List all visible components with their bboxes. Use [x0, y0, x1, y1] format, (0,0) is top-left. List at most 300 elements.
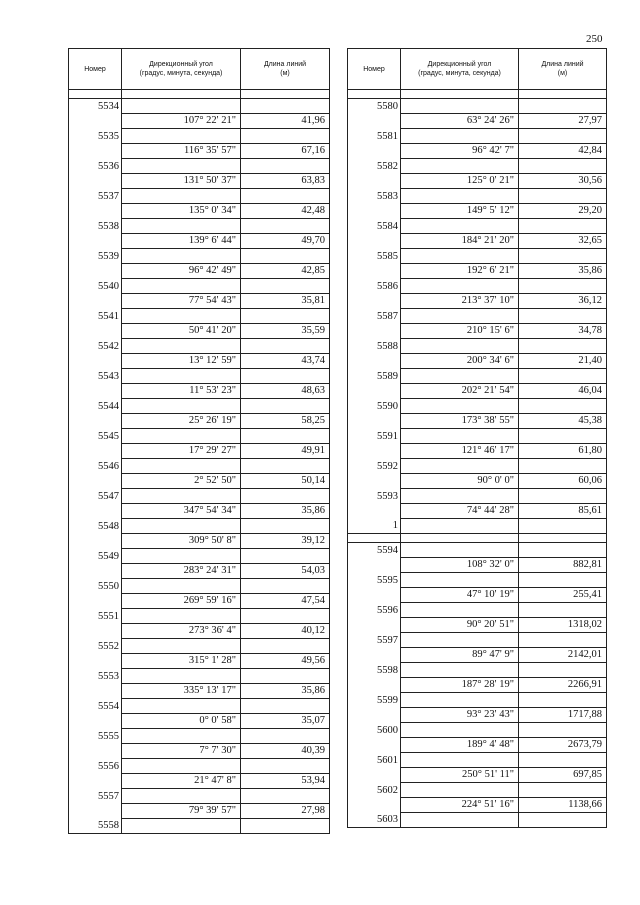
segment-row — [348, 384, 607, 399]
empty-cell — [401, 309, 519, 324]
line-length: 27,98 — [241, 804, 330, 819]
point-row — [69, 669, 330, 684]
line-length: 50,14 — [241, 474, 330, 489]
point-number: 5558 — [69, 819, 122, 834]
point-number: 5589 — [348, 369, 401, 384]
direction-angle: 139° 6' 44" — [122, 234, 241, 249]
empty-cell — [122, 189, 241, 204]
segment-row — [348, 558, 607, 573]
segment-row — [69, 714, 330, 729]
empty-cell — [241, 669, 330, 684]
direction-angle: 135° 0' 34" — [122, 204, 241, 219]
point-number: 5590 — [348, 399, 401, 414]
point-row — [348, 489, 607, 504]
empty-cell — [519, 573, 607, 588]
direction-angle: 108° 32' 0" — [401, 558, 519, 573]
empty-cell — [401, 99, 519, 114]
point-spacer — [348, 504, 401, 519]
empty-cell — [519, 543, 607, 558]
point-spacer — [348, 444, 401, 459]
point-number: 5593 — [348, 489, 401, 504]
point-row — [348, 99, 607, 114]
empty-cell — [122, 789, 241, 804]
segment-row — [348, 738, 607, 753]
empty-cell — [401, 489, 519, 504]
point-row — [69, 609, 330, 624]
empty-cell — [519, 399, 607, 414]
point-row — [69, 759, 330, 774]
coordinate-table-left — [68, 48, 330, 834]
empty-cell — [241, 369, 330, 384]
line-length: 2266,91 — [519, 678, 607, 693]
point-row — [69, 99, 330, 114]
empty-cell — [241, 639, 330, 654]
point-spacer — [69, 534, 122, 549]
point-spacer — [69, 684, 122, 699]
point-number: 5553 — [69, 669, 122, 684]
point-spacer — [348, 294, 401, 309]
point-row — [69, 279, 330, 294]
segment-row — [348, 414, 607, 429]
line-length: 49,70 — [241, 234, 330, 249]
empty-cell — [519, 429, 607, 444]
point-spacer — [348, 204, 401, 219]
empty-cell — [401, 189, 519, 204]
point-row — [348, 219, 607, 234]
direction-angle: 89° 47' 9" — [401, 648, 519, 663]
point-number: 5541 — [69, 309, 122, 324]
empty-cell — [401, 663, 519, 678]
direction-angle: 93° 23' 43" — [401, 708, 519, 723]
line-length: 49,56 — [241, 654, 330, 669]
point-spacer — [348, 324, 401, 339]
point-row — [348, 813, 607, 828]
direction-angle: 7° 7' 30" — [122, 744, 241, 759]
direction-angle: 149° 5' 12" — [401, 204, 519, 219]
segment-row — [348, 678, 607, 693]
point-number: 5599 — [348, 693, 401, 708]
empty-cell — [122, 279, 241, 294]
point-spacer — [348, 678, 401, 693]
line-length: 42,84 — [519, 144, 607, 159]
point-spacer — [348, 384, 401, 399]
empty-cell — [241, 549, 330, 564]
line-length: 60,06 — [519, 474, 607, 489]
point-number: 5602 — [348, 783, 401, 798]
point-spacer — [69, 174, 122, 189]
point-spacer — [348, 114, 401, 129]
point-number: 5598 — [348, 663, 401, 678]
empty-cell — [122, 249, 241, 264]
point-number: 5580 — [348, 99, 401, 114]
direction-angle: 210° 15' 6" — [401, 324, 519, 339]
empty-cell — [519, 129, 607, 144]
direction-angle: 131° 50' 37" — [122, 174, 241, 189]
line-length: 85,61 — [519, 504, 607, 519]
point-spacer — [348, 234, 401, 249]
segment-row — [348, 588, 607, 603]
direction-angle: 90° 0' 0" — [401, 474, 519, 489]
line-length: 42,85 — [241, 264, 330, 279]
point-spacer — [69, 654, 122, 669]
point-spacer — [69, 504, 122, 519]
empty-cell — [519, 159, 607, 174]
coordinate-table-right — [347, 48, 607, 828]
empty-cell — [122, 129, 241, 144]
point-row — [348, 723, 607, 738]
direction-angle: 125° 0' 21" — [401, 174, 519, 189]
separator-cell — [401, 534, 519, 543]
line-length: 63,83 — [241, 174, 330, 189]
segment-row — [69, 594, 330, 609]
empty-cell — [122, 219, 241, 234]
empty-cell — [401, 543, 519, 558]
segment-row — [69, 384, 330, 399]
point-spacer — [69, 774, 122, 789]
header-length: Длина линий (м) — [519, 49, 607, 90]
segment-row — [348, 648, 607, 663]
point-row — [69, 459, 330, 474]
point-spacer — [348, 174, 401, 189]
empty-cell — [241, 189, 330, 204]
direction-angle: 200° 34' 6" — [401, 354, 519, 369]
header-number: Номер — [69, 49, 122, 90]
segment-row — [348, 114, 607, 129]
empty-cell — [241, 159, 330, 174]
empty-cell — [122, 579, 241, 594]
point-spacer — [348, 558, 401, 573]
empty-cell — [122, 459, 241, 474]
point-number: 5548 — [69, 519, 122, 534]
segment-row — [69, 234, 330, 249]
point-number: 5582 — [348, 159, 401, 174]
empty-cell — [241, 219, 330, 234]
point-row — [348, 693, 607, 708]
point-number: 5595 — [348, 573, 401, 588]
direction-angle: 13° 12' 59" — [122, 354, 241, 369]
empty-cell — [241, 699, 330, 714]
line-length: 255,41 — [519, 588, 607, 603]
point-row — [348, 369, 607, 384]
line-length: 2142,01 — [519, 648, 607, 663]
point-spacer — [69, 804, 122, 819]
line-length: 27,97 — [519, 114, 607, 129]
point-spacer — [348, 588, 401, 603]
point-row — [348, 129, 607, 144]
point-row — [348, 339, 607, 354]
segment-row — [348, 144, 607, 159]
point-row — [69, 429, 330, 444]
point-spacer — [348, 708, 401, 723]
point-row — [348, 189, 607, 204]
empty-cell — [401, 519, 519, 534]
direction-angle: 63° 24' 26" — [401, 114, 519, 129]
segment-row — [69, 174, 330, 189]
header-angle: Дирекционный угол (градус, минута, секунда) — [122, 49, 241, 90]
direction-angle: 11° 53' 23" — [122, 384, 241, 399]
empty-cell — [401, 693, 519, 708]
point-row — [348, 663, 607, 678]
point-row — [69, 729, 330, 744]
point-spacer — [69, 294, 122, 309]
point-number: 5594 — [348, 543, 401, 558]
point-number: 5587 — [348, 309, 401, 324]
line-length: 1717,88 — [519, 708, 607, 723]
point-spacer — [348, 474, 401, 489]
point-spacer — [69, 204, 122, 219]
empty-cell — [122, 639, 241, 654]
direction-angle: 213° 37' 10" — [401, 294, 519, 309]
point-spacer — [348, 264, 401, 279]
segment-row — [69, 414, 330, 429]
point-row — [348, 249, 607, 264]
direction-angle: 90° 20' 51" — [401, 618, 519, 633]
point-number: 1 — [348, 519, 401, 534]
empty-cell — [241, 129, 330, 144]
direction-angle: 347° 54' 34" — [122, 504, 241, 519]
empty-cell — [122, 369, 241, 384]
empty-cell — [122, 669, 241, 684]
empty-cell — [122, 759, 241, 774]
segment-row — [69, 294, 330, 309]
point-row — [348, 429, 607, 444]
segment-row — [348, 444, 607, 459]
line-length: 58,25 — [241, 414, 330, 429]
segment-row — [348, 294, 607, 309]
empty-cell — [122, 339, 241, 354]
segment-row — [69, 534, 330, 549]
segment-row — [348, 768, 607, 783]
point-number: 5554 — [69, 699, 122, 714]
segment-row — [348, 354, 607, 369]
direction-angle: 25° 26' 19" — [122, 414, 241, 429]
line-length: 48,63 — [241, 384, 330, 399]
point-row — [348, 309, 607, 324]
point-row — [69, 519, 330, 534]
line-length: 67,16 — [241, 144, 330, 159]
direction-angle: 283° 24' 31" — [122, 564, 241, 579]
point-number: 5537 — [69, 189, 122, 204]
empty-cell — [241, 309, 330, 324]
direction-angle: 250° 51' 11" — [401, 768, 519, 783]
segment-row — [69, 654, 330, 669]
direction-angle: 96° 42' 49" — [122, 264, 241, 279]
point-spacer — [69, 324, 122, 339]
point-number: 5556 — [69, 759, 122, 774]
point-row — [348, 753, 607, 768]
point-row — [69, 159, 330, 174]
point-row — [348, 399, 607, 414]
point-number: 5584 — [348, 219, 401, 234]
empty-cell — [241, 489, 330, 504]
segment-row — [69, 474, 330, 489]
direction-angle: 173° 38' 55" — [401, 414, 519, 429]
direction-angle: 0° 0' 58" — [122, 714, 241, 729]
empty-cell — [241, 579, 330, 594]
line-length: 53,94 — [241, 774, 330, 789]
empty-cell — [122, 99, 241, 114]
point-number: 5545 — [69, 429, 122, 444]
point-spacer — [69, 564, 122, 579]
direction-angle: 189° 4' 48" — [401, 738, 519, 753]
point-spacer — [69, 114, 122, 129]
point-number: 5586 — [348, 279, 401, 294]
empty-cell — [401, 369, 519, 384]
point-number: 5557 — [69, 789, 122, 804]
point-spacer — [348, 738, 401, 753]
point-number: 5592 — [348, 459, 401, 474]
point-row — [348, 543, 607, 558]
point-row — [69, 399, 330, 414]
empty-cell — [519, 279, 607, 294]
line-length: 35,59 — [241, 324, 330, 339]
group-separator — [348, 534, 607, 543]
point-spacer — [348, 354, 401, 369]
direction-angle: 335° 13' 17" — [122, 684, 241, 699]
empty-cell — [122, 399, 241, 414]
direction-angle: 315° 1' 28" — [122, 654, 241, 669]
empty-cell — [519, 813, 607, 828]
line-length: 35,81 — [241, 294, 330, 309]
empty-cell — [241, 819, 330, 834]
empty-cell — [241, 429, 330, 444]
point-row — [348, 783, 607, 798]
direction-angle: 47° 10' 19" — [401, 588, 519, 603]
point-spacer — [69, 354, 122, 369]
empty-cell — [519, 783, 607, 798]
empty-cell — [401, 159, 519, 174]
line-length: 35,86 — [241, 684, 330, 699]
line-length: 40,12 — [241, 624, 330, 639]
point-number: 5596 — [348, 603, 401, 618]
line-length: 35,86 — [519, 264, 607, 279]
header-length: Длина линий (м) — [241, 49, 330, 90]
point-number: 5539 — [69, 249, 122, 264]
point-spacer — [348, 618, 401, 633]
line-length: 42,48 — [241, 204, 330, 219]
point-row — [69, 219, 330, 234]
segment-row — [69, 264, 330, 279]
line-length: 30,56 — [519, 174, 607, 189]
separator-cell — [348, 534, 401, 543]
line-length: 45,38 — [519, 414, 607, 429]
empty-cell — [241, 609, 330, 624]
direction-angle: 79° 39' 57" — [122, 804, 241, 819]
direction-angle: 309° 50' 8" — [122, 534, 241, 549]
point-spacer — [69, 384, 122, 399]
segment-row — [348, 504, 607, 519]
empty-cell — [241, 729, 330, 744]
point-row — [348, 633, 607, 648]
line-length: 46,04 — [519, 384, 607, 399]
segment-row — [348, 174, 607, 189]
line-length: 41,96 — [241, 114, 330, 129]
point-row — [348, 159, 607, 174]
empty-cell — [122, 159, 241, 174]
line-length: 49,91 — [241, 444, 330, 459]
direction-angle: 107° 22' 21" — [122, 114, 241, 129]
empty-cell — [241, 459, 330, 474]
segment-row — [348, 264, 607, 279]
segment-row — [348, 204, 607, 219]
line-length: 1138,66 — [519, 798, 607, 813]
segment-row — [348, 474, 607, 489]
point-number: 5603 — [348, 813, 401, 828]
segment-row — [69, 444, 330, 459]
empty-cell — [241, 399, 330, 414]
segment-row — [348, 234, 607, 249]
empty-cell — [122, 489, 241, 504]
empty-cell — [401, 429, 519, 444]
segment-row — [348, 618, 607, 633]
direction-angle: 77° 54' 43" — [122, 294, 241, 309]
line-length: 21,40 — [519, 354, 607, 369]
point-spacer — [348, 768, 401, 783]
line-length: 43,74 — [241, 354, 330, 369]
direction-angle: 269° 59' 16" — [122, 594, 241, 609]
point-number: 5542 — [69, 339, 122, 354]
line-length: 882,81 — [519, 558, 607, 573]
point-spacer — [69, 234, 122, 249]
line-length: 697,85 — [519, 768, 607, 783]
empty-cell — [241, 99, 330, 114]
point-row — [348, 519, 607, 534]
empty-cell — [401, 813, 519, 828]
empty-cell — [401, 753, 519, 768]
point-number: 5536 — [69, 159, 122, 174]
point-number: 5588 — [348, 339, 401, 354]
line-length: 35,07 — [241, 714, 330, 729]
empty-cell — [519, 723, 607, 738]
point-row — [69, 789, 330, 804]
segment-row — [348, 708, 607, 723]
empty-cell — [241, 279, 330, 294]
segment-row — [69, 204, 330, 219]
header-angle: Дирекционный угол (градус, минута, секунда) — [401, 49, 519, 90]
direction-angle: 187° 28' 19" — [401, 678, 519, 693]
point-spacer — [69, 474, 122, 489]
point-row — [69, 189, 330, 204]
page-number: 250 — [586, 33, 603, 45]
direction-angle: 2° 52' 50" — [122, 474, 241, 489]
segment-row — [348, 798, 607, 813]
empty-cell — [401, 129, 519, 144]
point-spacer — [69, 594, 122, 609]
empty-cell — [122, 609, 241, 624]
empty-cell — [519, 753, 607, 768]
line-length: 40,39 — [241, 744, 330, 759]
line-length: 35,86 — [241, 504, 330, 519]
segment-row — [69, 624, 330, 639]
empty-cell — [122, 519, 241, 534]
segment-row — [69, 354, 330, 369]
point-row — [69, 639, 330, 654]
empty-cell — [401, 573, 519, 588]
point-number: 5534 — [69, 99, 122, 114]
point-row — [69, 339, 330, 354]
point-row — [69, 579, 330, 594]
segment-row — [69, 144, 330, 159]
empty-cell — [519, 189, 607, 204]
point-spacer — [69, 714, 122, 729]
point-spacer — [69, 264, 122, 279]
empty-cell — [519, 249, 607, 264]
point-number: 5549 — [69, 549, 122, 564]
point-number: 5540 — [69, 279, 122, 294]
point-row — [69, 369, 330, 384]
empty-cell — [401, 783, 519, 798]
line-length: 47,54 — [241, 594, 330, 609]
